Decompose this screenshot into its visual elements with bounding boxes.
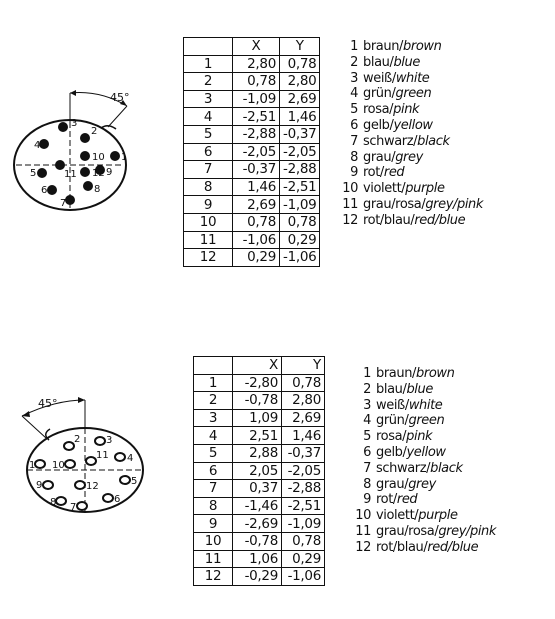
table-cell-x: -0,29	[233, 568, 282, 586]
table-cell-y: -0,37	[280, 125, 320, 143]
pin-label-1: 1	[29, 460, 36, 471]
legend-number: 7	[363, 460, 371, 476]
legend-number: 4	[363, 413, 371, 429]
table-row	[184, 213, 320, 231]
table-cell-y: 2,80	[280, 73, 320, 91]
pin-label-3: 3	[106, 435, 113, 446]
pin-label-6: 6	[114, 494, 121, 505]
table-cell-y: 0,78	[282, 532, 325, 550]
legend-german: schwarz/	[376, 460, 431, 476]
legend-item	[355, 524, 496, 540]
table-cell-x: 2,88	[233, 444, 282, 462]
pin-label-11: 11	[96, 450, 109, 461]
table-cell-y: 1,46	[280, 108, 320, 126]
table-cell-pin: 8	[194, 497, 233, 515]
legend-item	[355, 477, 496, 493]
legend-item	[342, 150, 483, 166]
table-row	[184, 249, 320, 267]
legend-english: purple	[418, 508, 458, 524]
table-cell-y: 0,78	[280, 213, 320, 231]
legend-english: purple	[405, 181, 445, 197]
pin-5	[37, 168, 47, 178]
legend-english: yellow	[393, 117, 433, 133]
legend-german: grau/	[376, 476, 409, 492]
table-cell-pin: 7	[184, 161, 233, 179]
table-row	[194, 374, 325, 392]
table-cell-y: -2,51	[280, 178, 320, 196]
pin-3	[95, 437, 105, 445]
pin-6	[103, 494, 113, 502]
table-row	[194, 409, 325, 427]
table-row	[194, 568, 325, 586]
pin-2	[64, 442, 74, 450]
table-cell-x: 0,37	[233, 480, 282, 498]
legend-item	[355, 382, 496, 398]
legend-german: blau/	[363, 54, 394, 70]
legend-item	[342, 165, 483, 181]
legend-english: red	[383, 165, 405, 181]
legend-english: pink	[406, 429, 433, 445]
angle-leader-diagonal	[22, 416, 46, 438]
legend-german: violett/	[363, 181, 406, 197]
pin-label-2: 2	[91, 126, 98, 137]
angle-arrowhead-right	[78, 397, 85, 403]
legend-item	[342, 71, 483, 87]
pin-label-4: 4	[127, 453, 134, 464]
table-row	[194, 550, 325, 568]
legend-english: red/blue	[414, 212, 466, 228]
table-cell-pin: 4	[194, 427, 233, 445]
table-cell-x: 2,80	[233, 55, 280, 73]
legend-item	[355, 508, 496, 524]
pin-12	[80, 167, 90, 177]
table-cell-y: 2,69	[280, 90, 320, 108]
legend-english: black	[430, 460, 463, 476]
table-cell-x: 2,69	[233, 196, 280, 214]
legend-item	[342, 213, 483, 229]
legend-english: grey	[408, 476, 436, 492]
pin-label-10: 10	[92, 152, 105, 163]
table-cell-pin: 3	[184, 90, 233, 108]
pin-9	[43, 481, 53, 489]
legend-item	[342, 102, 483, 118]
legend-english: pink	[393, 102, 420, 118]
legend-item	[355, 445, 496, 461]
table-header-y: Y	[282, 357, 325, 375]
pin-5	[120, 476, 130, 484]
legend-german: grau/	[363, 149, 396, 165]
coordinate-table-2	[193, 356, 325, 586]
legend-item	[342, 39, 483, 55]
table-cell-y: -1,09	[280, 196, 320, 214]
connector-male-diagram	[0, 0, 160, 234]
legend-number: 5	[363, 429, 371, 445]
table-row	[184, 143, 320, 161]
table-cell-y: -2,51	[282, 497, 325, 515]
table-cell-y: -2,88	[282, 480, 325, 498]
table-cell-pin: 6	[194, 462, 233, 480]
table-row	[194, 392, 325, 410]
legend-english: blue	[406, 381, 433, 397]
pin-10	[65, 460, 75, 468]
table-cell-pin: 4	[184, 108, 233, 126]
pin-label-3: 3	[71, 118, 78, 129]
legend-number: 1	[363, 366, 371, 381]
pin-8	[83, 181, 93, 191]
table-cell-x: 1,09	[233, 409, 282, 427]
table-row	[184, 161, 320, 179]
pin-7	[65, 195, 75, 205]
table-cell-x: -1,09	[233, 90, 280, 108]
table-cell-pin: 5	[194, 444, 233, 462]
legend-german: rot/blau/	[376, 539, 428, 555]
table-cell-y: 0,78	[282, 374, 325, 392]
legend-number: 2	[363, 381, 371, 397]
table-row	[184, 125, 320, 143]
legend-number: 8	[363, 476, 371, 492]
table-cell-y: 0,29	[280, 231, 320, 249]
pin-label-9: 9	[36, 480, 43, 491]
legend-item	[342, 86, 483, 102]
legend-german: gelb/	[363, 117, 394, 133]
angle-arrowhead-left	[70, 90, 76, 96]
table-cell-x: -0,78	[233, 532, 282, 550]
legend-number: 10	[342, 181, 358, 197]
pin-label-5: 5	[131, 476, 138, 487]
table-cell-y: -1,06	[282, 568, 325, 586]
legend-number: 6	[363, 444, 371, 460]
table-cell-pin: 2	[194, 392, 233, 410]
table-header-x: X	[233, 38, 280, 56]
legend-number: 8	[350, 149, 358, 165]
table-cell-pin: 1	[184, 55, 233, 73]
table-header-pin	[194, 357, 233, 375]
table-cell-pin: 2	[184, 73, 233, 91]
color-legend-2	[355, 366, 496, 556]
pin-4	[39, 139, 49, 149]
table-row	[184, 90, 320, 108]
table-header-row	[184, 38, 320, 56]
legend-number: 3	[363, 397, 371, 413]
table-cell-y: 0,29	[282, 550, 325, 568]
table-cell-x: 0,29	[233, 249, 280, 267]
pin-label-12: 12	[92, 168, 105, 179]
legend-number: 10	[355, 508, 371, 524]
pin-label-7: 7	[60, 198, 67, 209]
legend-german: braun/	[363, 39, 404, 54]
pin-2	[80, 133, 90, 143]
table-cell-pin: 11	[194, 550, 233, 568]
table-cell-y: 1,46	[282, 427, 325, 445]
legend-english: brown	[416, 366, 455, 381]
table-cell-x: -2,88	[233, 125, 280, 143]
table-row	[184, 231, 320, 249]
pin-7	[77, 502, 87, 510]
legend-number: 3	[350, 70, 358, 86]
legend-item	[355, 366, 496, 382]
table-cell-pin: 10	[184, 213, 233, 231]
pin-label-7: 7	[70, 502, 77, 513]
table-row	[194, 462, 325, 480]
table-cell-y: 2,80	[282, 392, 325, 410]
table-cell-pin: 6	[184, 143, 233, 161]
pin-4	[115, 453, 125, 461]
legend-german: rosa/	[376, 429, 407, 445]
legend-english: white	[395, 70, 430, 86]
legend-german: grün/	[363, 86, 396, 102]
connector-female-diagram	[0, 360, 160, 534]
legend-german: grün/	[376, 413, 409, 429]
table-cell-pin: 12	[184, 249, 233, 267]
pin-label-8: 8	[94, 184, 101, 195]
legend-number: 11	[355, 523, 371, 539]
legend-number: 6	[350, 117, 358, 133]
legend-german: grau/rosa/	[376, 523, 439, 539]
legend-item	[342, 118, 483, 134]
legend-german: grau/rosa/	[363, 196, 426, 212]
table-cell-x: -0,37	[233, 161, 280, 179]
pin-8	[56, 497, 66, 505]
legend-number: 5	[350, 102, 358, 118]
pin-label-10: 10	[52, 460, 65, 471]
legend-item	[342, 134, 483, 150]
pin-6	[47, 185, 57, 195]
pin-11	[86, 457, 96, 465]
table-header-row	[194, 357, 325, 375]
table-cell-y: -2,88	[280, 161, 320, 179]
legend-item	[355, 540, 496, 556]
table-row	[194, 480, 325, 498]
legend-number: 12	[355, 539, 371, 555]
legend-english: white	[408, 397, 443, 413]
connector-female-svg	[0, 360, 160, 530]
pin-label-4: 4	[34, 140, 41, 151]
table-cell-pin: 1	[194, 374, 233, 392]
pin-label-9: 9	[106, 167, 113, 178]
table-row	[194, 497, 325, 515]
table-cell-pin: 10	[194, 532, 233, 550]
angle-label: 45°	[110, 91, 130, 104]
table-cell-pin: 8	[184, 178, 233, 196]
legend-german: weiß/	[363, 70, 396, 86]
pin-label-12: 12	[86, 481, 99, 492]
table-cell-pin: 5	[184, 125, 233, 143]
legend-english: black	[417, 133, 450, 149]
legend-english: red	[396, 492, 418, 508]
table-row	[184, 108, 320, 126]
legend-german: schwarz/	[363, 133, 418, 149]
table-cell-x: 0,78	[233, 213, 280, 231]
legend-german: rot/	[363, 165, 384, 181]
legend-english: brown	[403, 39, 442, 54]
legend-item	[355, 461, 496, 477]
angle-leader-diagonal	[108, 106, 127, 127]
pin-12	[75, 481, 85, 489]
table-header-pin	[184, 38, 233, 56]
legend-item	[355, 492, 496, 508]
table-cell-y: -1,06	[280, 249, 320, 267]
legend-german: gelb/	[376, 444, 407, 460]
table-cell-y: -0,37	[282, 444, 325, 462]
table-cell-pin: 9	[184, 196, 233, 214]
pin-label-1: 1	[121, 152, 128, 163]
table-header-y: Y	[280, 38, 320, 56]
pin-label-2: 2	[74, 434, 81, 445]
table-cell-x: 1,46	[233, 178, 280, 196]
legend-english: blue	[393, 54, 420, 70]
table-cell-pin: 11	[184, 231, 233, 249]
pin-label-8: 8	[50, 497, 57, 508]
table-cell-pin: 3	[194, 409, 233, 427]
legend-english: grey/pink	[438, 523, 497, 539]
table-cell-x: 2,51	[233, 427, 282, 445]
legend-number: 1	[350, 39, 358, 54]
legend-item	[355, 398, 496, 414]
legend-english: grey	[395, 149, 423, 165]
pin-3	[58, 122, 68, 132]
angle-arrowhead-left	[22, 411, 30, 417]
legend-german: rot/blau/	[363, 212, 415, 228]
legend-german: rot/	[376, 492, 397, 508]
legend-number: 12	[342, 212, 358, 228]
legend-german: blau/	[376, 381, 407, 397]
coordinate-table-1	[183, 37, 320, 267]
legend-english: red/blue	[427, 539, 479, 555]
table-cell-pin: 7	[194, 480, 233, 498]
table-cell-x: -2,69	[233, 515, 282, 533]
table-cell-y: 0,78	[280, 55, 320, 73]
table-cell-pin: 9	[194, 515, 233, 533]
table-row	[184, 55, 320, 73]
legend-item	[355, 413, 496, 429]
table-row	[194, 427, 325, 445]
table-cell-pin: 12	[194, 568, 233, 586]
table-cell-x: -1,46	[233, 497, 282, 515]
table-cell-x: -2,51	[233, 108, 280, 126]
pin-label-11: 11	[64, 169, 77, 180]
legend-english: green	[395, 86, 432, 102]
legend-number: 9	[350, 165, 358, 181]
legend-item	[342, 55, 483, 71]
legend-german: violett/	[376, 508, 419, 524]
pin-label-6: 6	[41, 185, 48, 196]
legend-number: 7	[350, 133, 358, 149]
table-row	[194, 515, 325, 533]
table-cell-y: -2,05	[280, 143, 320, 161]
table-cell-x: -0,78	[233, 392, 282, 410]
legend-number: 2	[350, 54, 358, 70]
table-cell-x: -1,06	[233, 231, 280, 249]
legend-german: weiß/	[376, 397, 409, 413]
table-cell-x: 1,06	[233, 550, 282, 568]
color-legend-1	[342, 39, 483, 229]
pin-label-5: 5	[30, 168, 37, 179]
legend-english: yellow	[406, 444, 446, 460]
table-cell-y: -1,09	[282, 515, 325, 533]
legend-number: 9	[363, 492, 371, 508]
legend-number: 11	[342, 196, 358, 212]
table-header-x: X	[233, 357, 282, 375]
pin-10	[80, 151, 90, 161]
table-cell-x: -2,05	[233, 143, 280, 161]
table-row	[184, 196, 320, 214]
legend-item	[342, 181, 483, 197]
table-cell-x: -2,80	[233, 374, 282, 392]
table-cell-y: 2,69	[282, 409, 325, 427]
pin-1	[110, 151, 120, 161]
legend-german: rosa/	[363, 102, 394, 118]
table-row	[194, 444, 325, 462]
angle-label: 45°	[38, 397, 58, 410]
connector-male-svg	[0, 0, 160, 230]
legend-german: braun/	[376, 366, 417, 381]
table-cell-x: 2,05	[233, 462, 282, 480]
legend-english: grey/pink	[425, 196, 484, 212]
legend-item	[342, 197, 483, 213]
legend-english: green	[408, 413, 445, 429]
table-row	[184, 178, 320, 196]
table-cell-y: -2,05	[282, 462, 325, 480]
table-row	[194, 532, 325, 550]
legend-number: 4	[350, 86, 358, 102]
pin-1	[35, 460, 45, 468]
table-cell-x: 0,78	[233, 73, 280, 91]
table-row	[184, 73, 320, 91]
legend-item	[355, 429, 496, 445]
